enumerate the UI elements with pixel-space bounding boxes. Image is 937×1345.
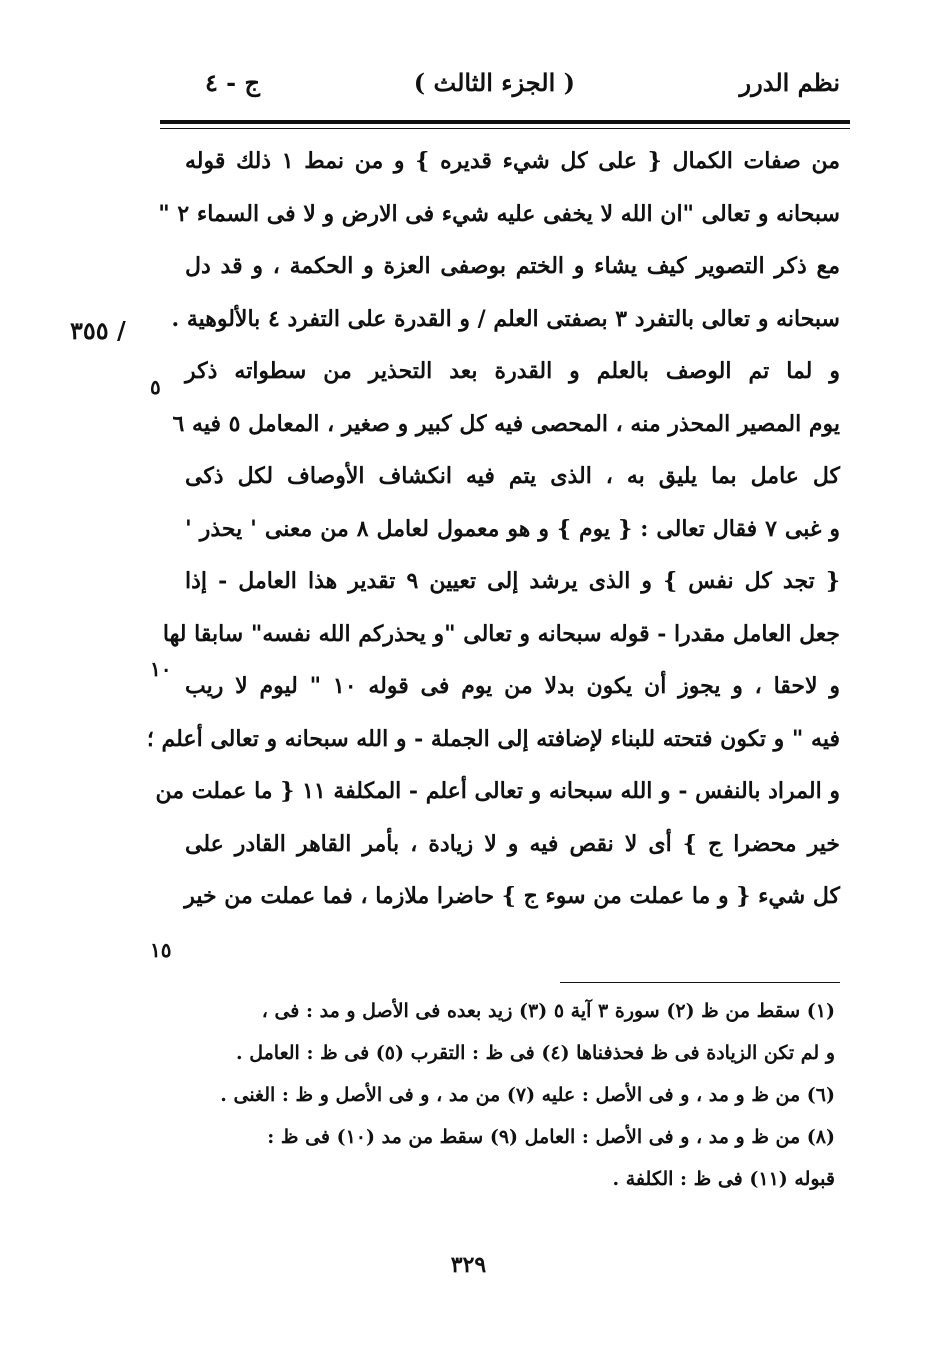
text-line: كل شيء { و ما عملت من سوء ج } حاضرا ملازما ، فما عملت من خير bbox=[184, 883, 840, 909]
book-title: نظم الدرر bbox=[739, 68, 840, 97]
footnote-line: (٨) من ظ و مد ، و فى الأصل : العامل (٩) سقط من مد (١٠) فى ظ : bbox=[267, 1126, 835, 1148]
text-line: يوم المصير المحذر منه ، المحصى فيه كل كبير و صغير ، المعامل ٥ فيه ٦ bbox=[172, 410, 840, 437]
footnote-line: قبوله (١١) فى ظ : الكلفة . bbox=[612, 1168, 835, 1190]
line-number-10: ١٠ bbox=[150, 657, 172, 681]
footnotes bbox=[180, 990, 835, 1200]
running-header bbox=[180, 68, 840, 112]
header-rule-thin bbox=[160, 128, 850, 129]
main-text bbox=[146, 135, 840, 923]
text-line: و غبى ٧ فقال تعالى : { يوم } و هو معمول لعامل ٨ من معنى ' يحذر ' bbox=[185, 515, 840, 542]
margin-page-reference: / ٣٥٥ bbox=[70, 316, 126, 345]
text-line: مع ذكر التصوير كيف يشاء و الختم بوصفى العزة و الحكمة ، و قد دل bbox=[185, 253, 840, 279]
text-line: و لاحقا ، و يجوز أن يكون بدلا من يوم فى قوله ١٠ " ليوم لا ريب bbox=[185, 673, 840, 699]
page-number: ٣٢٩ bbox=[450, 1252, 487, 1278]
footnote-line: (١) سقط من ظ (٢) سورة ٣ آية ٥ (٣) زيد بعده فى الأصل و مد : فى ، bbox=[261, 1000, 835, 1022]
text-line: سبحانه و تعالى "ان الله لا يخفى عليه شيء فى الارض و لا فى السماء ٢ " bbox=[158, 200, 840, 227]
text-line: { تجد كل نفس } و الذى يرشد إلى تعيين ٩ تقدير هذا العامل - إذا bbox=[185, 568, 840, 594]
header-rule-thick bbox=[160, 120, 850, 124]
footnote-separator bbox=[560, 982, 840, 983]
text-line: خير محضرا ج } أى لا نقص فيه و لا زيادة ، بأمر القاهر القادر على bbox=[185, 830, 840, 857]
text-line: من صفات الكمال { على كل شيء قديره } و من نمط ١ ذلك قوله bbox=[185, 148, 840, 174]
line-number-15: ١٥ bbox=[150, 938, 172, 962]
footnote-line: و لم تكن الزيادة فى ظ فحذفناها (٤) فى ظ : التقرب (٥) فى ظ : العامل . bbox=[236, 1042, 835, 1064]
part-title: ( الجزء الثالث ) bbox=[413, 68, 575, 97]
text-line: و لما تم الوصف بالعلم و القدرة بعد التحذير من سطواته ذكر bbox=[185, 358, 840, 384]
text-line: و المراد بالنفس - و الله سبحانه و تعالى أعلم - المكلفة ١١ { ما عملت من bbox=[155, 778, 840, 804]
text-line: كل عامل بما يليق به ، الذى يتم فيه انكشاف الأوصاف لكل ذكى bbox=[185, 463, 840, 489]
text-line: فيه " و تكون فتحته للبناء لإضافته إلى الجملة - و الله سبحانه و تعالى أعلم ؛ bbox=[146, 725, 840, 752]
line-number-5: ٥ bbox=[150, 375, 161, 399]
volume-reference: ج - ٤ bbox=[204, 68, 260, 97]
text-line: جعل العامل مقدرا - قوله سبحانه و تعالى "و يحذركم الله نفسه" سابقا لها bbox=[162, 620, 840, 647]
text-line: سبحانه و تعالى بالتفرد ٣ بصفتى العلم / و القدرة على التفرد ٤ بالألوهية . bbox=[171, 305, 840, 332]
footnote-line: (٦) من ظ و مد ، و فى الأصل : عليه (٧) من مد ، و فى الأصل و ظ : الغنى . bbox=[220, 1084, 835, 1106]
